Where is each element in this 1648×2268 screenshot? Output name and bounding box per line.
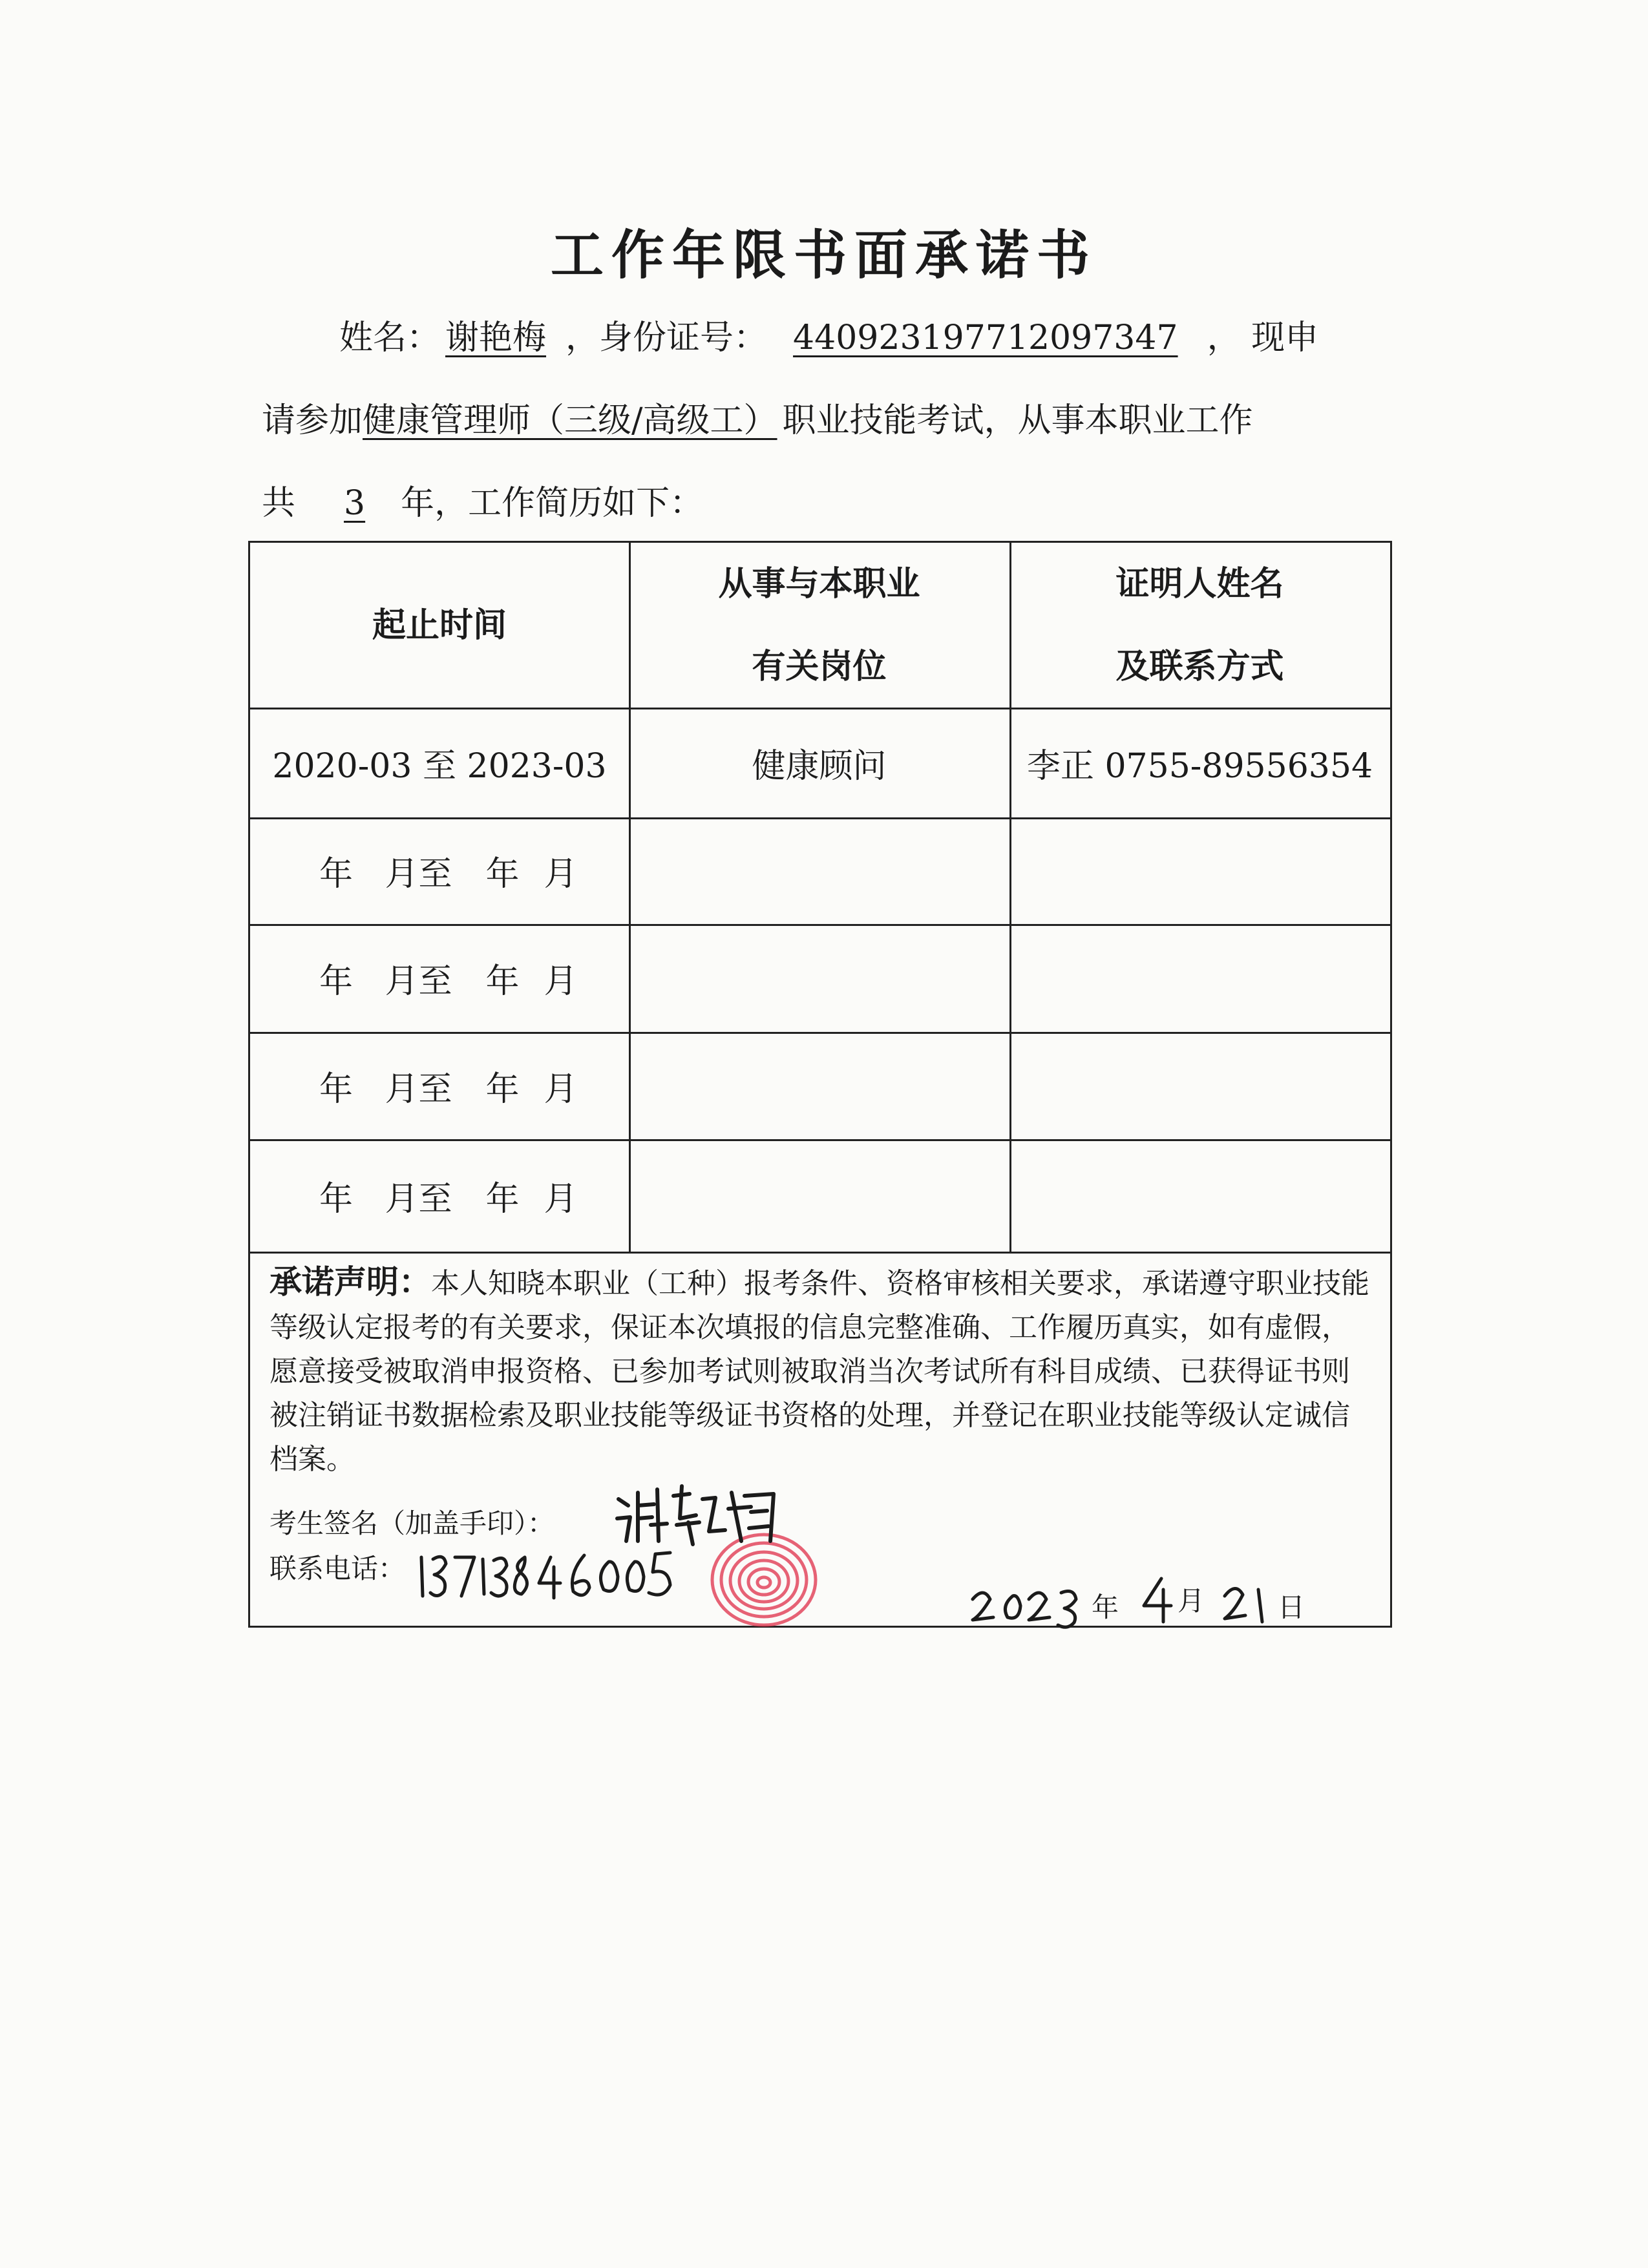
handwritten-signature [612,1480,780,1551]
document-title: 工作年限书面承诺书 [550,225,1097,286]
year-text: 年 [319,855,353,894]
header-witness [1009,543,1390,708]
intro-line-2 [262,393,1253,441]
header-position-line1: 从事与本职业 [718,564,920,604]
phone-label: 联系电话： [269,1553,406,1584]
year-text: 年 [485,1069,520,1109]
declaration-text: 本人知晓本职业（工种）报考条件、资格审核相关要求，承诺遵守职业技能等级认定报考的有关要求，保证本次填报的信息完整准确、工作履历真实，如有虚假，愿意接受被取消申报资格、已参加考试则被取消当次考试所有科目成绩、已获得证书则被注销证书数据检索及职业技能等级证书资格的处理，并登记在职业技能等级认定诚信档案。 [269,1267,1369,1476]
years-field: 3 [344,484,366,523]
id-label: ，身份证号： [565,319,768,357]
apply-label: 请参加 [262,401,363,440]
date-year-label: 年 [1092,1591,1119,1623]
month-to-text: 月至 [385,1179,452,1219]
header-position [629,543,1009,708]
month-text: 月 [544,1179,578,1219]
date-day-label: 日 [1278,1591,1305,1623]
handwritten-day [1220,1577,1278,1628]
handwritten-year [967,1580,1090,1632]
declaration [269,1260,1375,1482]
intro-line-3 [262,476,703,524]
header-position-line2: 有关岗位 [752,647,887,686]
year-text: 年 [485,855,520,894]
header-witness-line1: 证明人姓名 [1115,564,1284,604]
header-witness-line2: 及联系方式 [1115,647,1284,686]
blank-row-period [250,924,629,1032]
name-field: 谢艳梅 [445,319,547,357]
header-period [250,543,629,708]
month-text: 月 [544,962,578,1001]
date-month-label: 月 [1178,1585,1205,1617]
month-to-text: 月至 [385,855,452,894]
row1-position: 健康顾问 [752,746,887,786]
total-label: 共 [262,484,296,523]
line2-tail: 职业技能考试，从事本职业工作 [782,401,1253,440]
occupation-field: 健康管理师（三级/高级工） [363,401,777,440]
table-rule [250,1252,1390,1254]
id-number-field: 440923197712097347 [793,319,1178,357]
year-text: 年 [319,1069,353,1109]
handwritten-month [1139,1573,1178,1625]
intro-line-1 [339,310,1318,359]
month-to-text: 月至 [385,962,452,1001]
signature-label: 考生签名（加盖手印）： [269,1507,555,1539]
row1-period: 2020-03 至 2023-03 [272,746,607,786]
header-period-text: 起止时间 [372,605,507,645]
month-text: 月 [544,1069,578,1109]
year-text: 年 [319,1179,353,1219]
line1-tail: ， 现申 [1207,319,1319,357]
work-history-table [248,541,1392,1628]
blank-row-period [250,1032,629,1139]
year-text: 年 [319,962,353,1001]
row1-witness: 李正 0755-89556354 [1026,746,1373,786]
year-text: 年 [485,1179,520,1219]
month-text: 月 [544,855,578,894]
name-label: 姓名： [339,319,441,357]
blank-row-period [250,817,629,924]
declaration-label: 承诺声明： [269,1263,431,1301]
year-text: 年 [485,962,520,1001]
handwritten-phone [415,1548,673,1606]
month-to-text: 月至 [385,1069,452,1109]
blank-row-period [250,1139,629,1252]
line3-tail: 年，工作简历如下： [401,484,704,523]
